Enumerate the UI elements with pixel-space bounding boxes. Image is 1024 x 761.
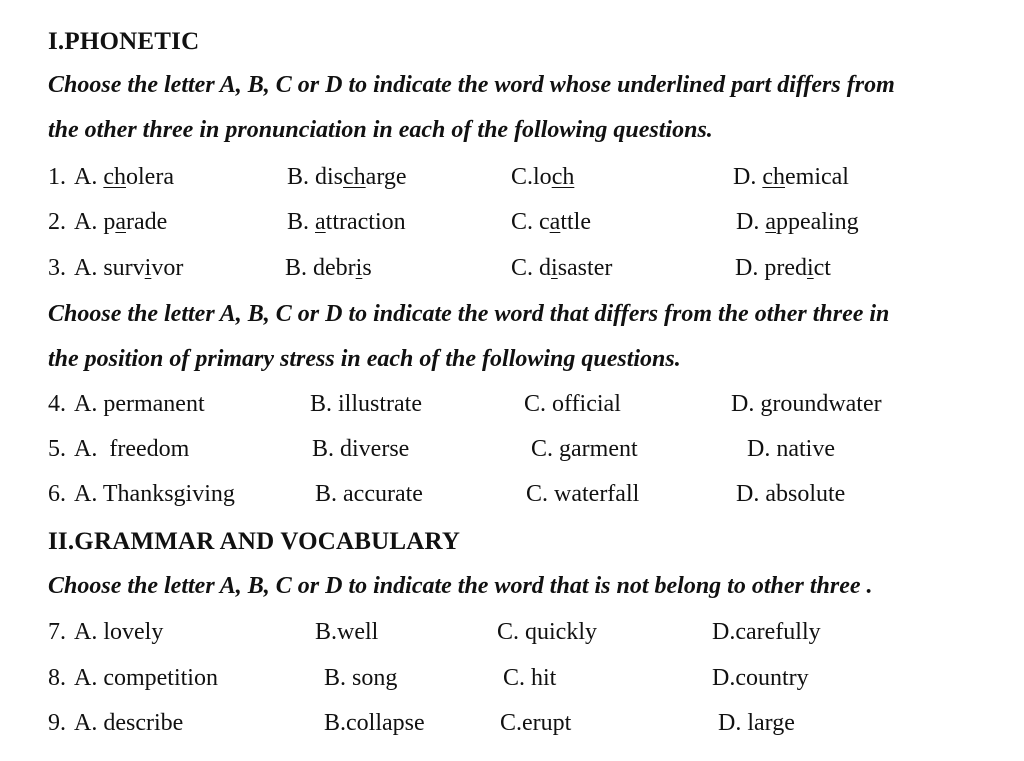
question-3	[0, 255, 1024, 285]
option-a: A. survivor	[74, 255, 184, 281]
option-d: D. absolute	[736, 481, 846, 507]
instruction-stress-line1: Choose the letter A, B, C or D to indicate the word that differs from the other three in	[48, 301, 890, 327]
option-a: A. describe	[74, 710, 184, 736]
question-number: 1.	[48, 164, 66, 190]
question-number: 2.	[48, 209, 66, 235]
option-c: C. garment	[531, 436, 638, 462]
question-number: 5.	[48, 436, 66, 462]
option-c: C.loch	[511, 164, 575, 190]
option-b: B.well	[315, 619, 379, 645]
instruction-pronunciation-line1: Choose the letter A, B, C or D to indicate the word whose underlined part differs from	[48, 72, 895, 98]
section-title-grammar: II.GRAMMAR AND VOCABULARY	[48, 528, 461, 555]
option-c: C. official	[524, 391, 621, 417]
option-b: B. illustrate	[310, 391, 422, 417]
question-2	[0, 209, 1024, 239]
question-1	[0, 164, 1024, 194]
question-number: 6.	[48, 481, 66, 507]
instruction-stress-line2: the position of primary stress in each of the following questions.	[48, 346, 681, 372]
question-8	[0, 665, 1024, 695]
option-b: B. debris	[285, 255, 372, 281]
option-d: D.country	[712, 665, 809, 691]
option-d: D. chemical	[733, 164, 849, 190]
option-c: C. cattle	[511, 209, 591, 235]
option-a: A. freedom	[74, 436, 190, 462]
question-7	[0, 619, 1024, 649]
option-c: C. hit	[503, 665, 557, 691]
option-a: A. lovely	[74, 619, 164, 645]
option-d: D. groundwater	[731, 391, 882, 417]
option-c: C. quickly	[497, 619, 597, 645]
instruction-odd-one-out: Choose the letter A, B, C or D to indicate the word that is not belong to other three .	[48, 573, 873, 599]
option-d: D. appealing	[736, 209, 859, 235]
instruction-pronunciation-line2: the other three in pronunciation in each of the following questions.	[48, 117, 713, 143]
option-c: C. disaster	[511, 255, 613, 281]
option-b: B.collapse	[324, 710, 425, 736]
option-c: C. waterfall	[526, 481, 640, 507]
question-number: 9.	[48, 710, 66, 736]
option-a: A. parade	[74, 209, 168, 235]
question-number: 7.	[48, 619, 66, 645]
question-number: 3.	[48, 255, 66, 281]
question-number: 8.	[48, 665, 66, 691]
option-b: B. diverse	[312, 436, 410, 462]
question-4	[0, 391, 1024, 421]
section-title-phonetic: I.PHONETIC	[48, 28, 200, 55]
question-5	[0, 436, 1024, 466]
option-d: D. large	[718, 710, 795, 736]
option-a: A. permanent	[74, 391, 205, 417]
question-number: 4.	[48, 391, 66, 417]
option-c: C.erupt	[500, 710, 572, 736]
option-a: A. Thanksgiving	[74, 481, 235, 507]
option-a: A. competition	[74, 665, 218, 691]
question-6	[0, 481, 1024, 511]
option-a: A. cholera	[74, 164, 174, 190]
option-d: D. predict	[735, 255, 831, 281]
option-b: B. song	[324, 665, 398, 691]
option-b: B. attraction	[287, 209, 406, 235]
option-b: B. discharge	[287, 164, 407, 190]
option-d: D.carefully	[712, 619, 821, 645]
option-b: B. accurate	[315, 481, 423, 507]
option-d: D. native	[747, 436, 835, 462]
question-9	[0, 710, 1024, 740]
